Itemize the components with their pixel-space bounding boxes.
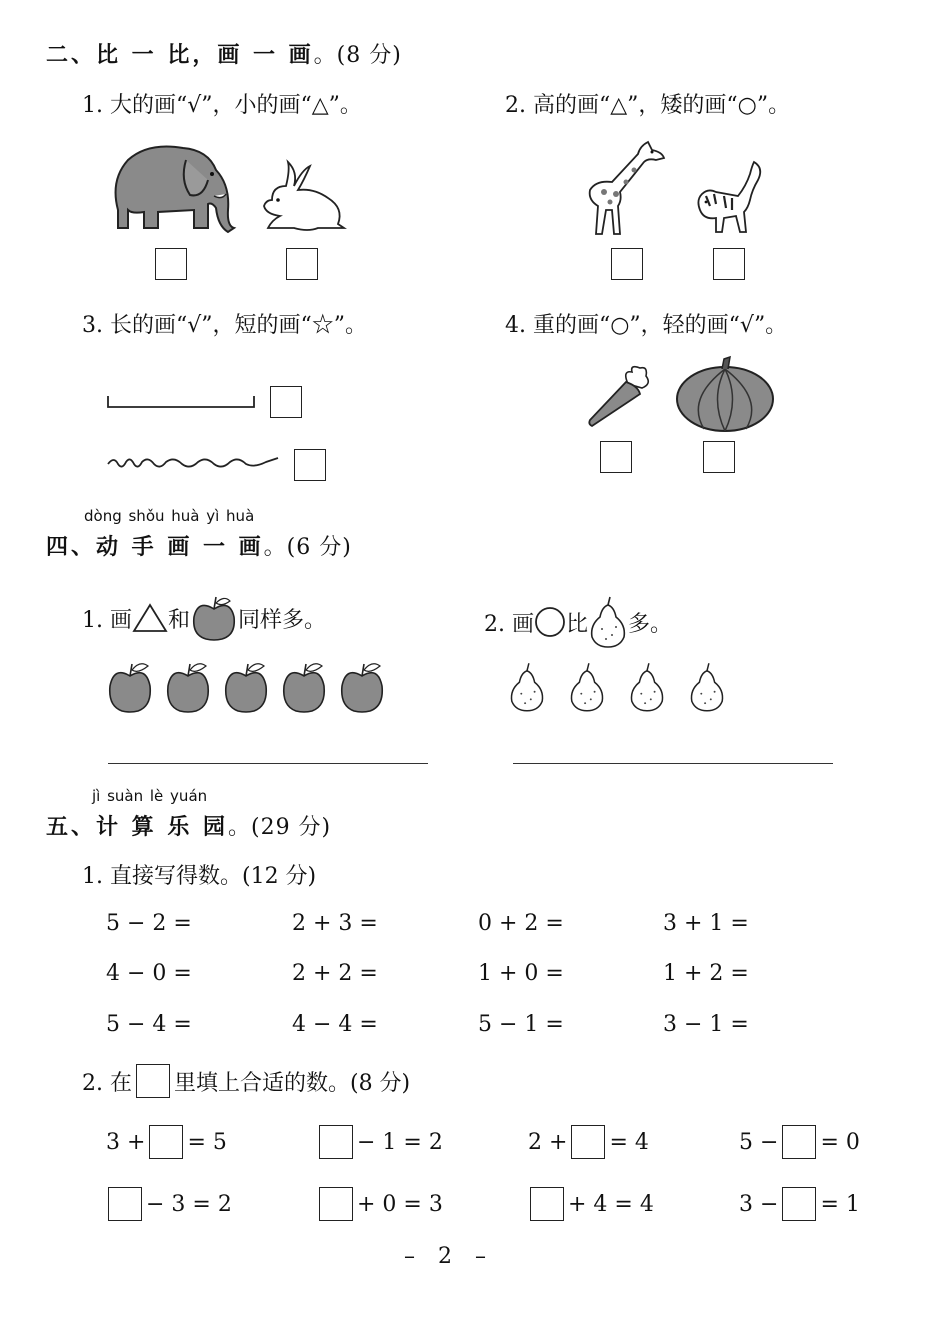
section5-title: 五、计 算 乐 园	[46, 815, 228, 840]
triangle-icon	[132, 603, 168, 633]
tiger-image	[694, 160, 766, 238]
apple-icon	[280, 660, 328, 714]
fill-equation	[108, 1187, 232, 1221]
rabbit-image	[258, 162, 346, 234]
section5-q2-text-a: 2. 在	[82, 1070, 132, 1096]
apple-row	[106, 660, 386, 714]
fill-equation	[739, 1187, 860, 1221]
answer-box-wavy-line[interactable]	[294, 449, 326, 481]
fill-box[interactable]	[782, 1187, 816, 1221]
equation-prefix: 5 −	[739, 1129, 779, 1155]
fill-box[interactable]	[319, 1187, 353, 1221]
calc-expression: 3 + 1 =	[663, 911, 749, 936]
apple-icon	[106, 660, 154, 714]
section4-q1-text-a: 1. 画	[82, 607, 132, 633]
section4-q1-text-b: 和	[167, 607, 190, 633]
calc-expression: 1 + 0 =	[478, 961, 564, 986]
pear-icon	[568, 660, 606, 714]
wavy-line-image	[106, 452, 282, 474]
elephant-image	[108, 140, 236, 235]
answer-box-pumpkin[interactable]	[703, 441, 735, 473]
section5-heading	[46, 810, 331, 841]
apple-icon	[338, 660, 386, 714]
equation-prefix: 2 +	[528, 1129, 568, 1155]
section4-heading	[46, 530, 352, 561]
pear-icon	[588, 595, 628, 649]
fill-box[interactable]	[782, 1125, 816, 1159]
pear-row	[508, 660, 726, 714]
section4-pinyin: dòng shǒu huà yì huà	[84, 507, 255, 525]
drawing-line-circles[interactable]	[513, 763, 833, 764]
fill-box[interactable]	[530, 1187, 564, 1221]
section3-heading	[46, 38, 402, 69]
calc-expression: 3 − 1 =	[663, 1012, 749, 1037]
fill-equation	[106, 1125, 227, 1159]
apple-icon	[190, 595, 238, 641]
section3-points: 。(8 分)	[313, 43, 402, 68]
answer-box-carrot[interactable]	[600, 441, 632, 473]
equation-suffix: = 5	[187, 1129, 227, 1155]
fill-equation	[530, 1187, 654, 1221]
section4-points: 。(6 分)	[263, 535, 352, 560]
equation-suffix: + 0 = 3	[357, 1191, 443, 1217]
carrot-image	[586, 366, 650, 428]
section5-q2	[82, 1064, 410, 1098]
equation-suffix: = 1	[820, 1191, 860, 1217]
fill-box[interactable]	[571, 1125, 605, 1159]
apple-icon	[222, 660, 270, 714]
answer-box-rabbit[interactable]	[286, 248, 318, 280]
apple-icon	[164, 660, 212, 714]
answer-box-straight-line[interactable]	[270, 386, 302, 418]
calc-expression: 2 + 3 =	[292, 911, 378, 936]
equation-suffix: = 0	[820, 1129, 860, 1155]
section5-q2-text-b: 里填上合适的数。(8 分)	[173, 1070, 411, 1096]
giraffe-image	[586, 140, 668, 238]
page-number: – 2 –	[404, 1244, 486, 1269]
section4-q1	[82, 595, 326, 641]
section5-pinyin: jì suàn lè yuán	[92, 787, 208, 805]
section4-q2	[484, 595, 672, 649]
fill-equation	[319, 1125, 443, 1159]
equation-suffix: − 1 = 2	[357, 1129, 443, 1155]
calc-expression: 5 − 2 =	[106, 911, 192, 936]
equation-prefix: 3 −	[739, 1191, 779, 1217]
fill-equation	[319, 1187, 443, 1221]
section4-q2-text-a: 2. 画	[484, 611, 534, 637]
calc-expression: 4 − 0 =	[106, 961, 192, 986]
section3-q3: 3. 长的画“√”，短的画“☆”。	[82, 313, 367, 338]
pumpkin-image	[674, 355, 776, 433]
calc-expression: 4 − 4 =	[292, 1012, 378, 1037]
section5-q1: 1. 直接写得数。(12 分)	[82, 864, 317, 889]
equation-suffix: − 3 = 2	[146, 1191, 232, 1217]
section5-points: 。(29 分)	[227, 815, 332, 840]
answer-box-elephant[interactable]	[155, 248, 187, 280]
calc-expression: 2 + 2 =	[292, 961, 378, 986]
fill-equation	[528, 1125, 649, 1159]
fill-box[interactable]	[108, 1187, 142, 1221]
section3-title: 二、比 一 比，画 一 画	[46, 43, 314, 68]
section3-q4: 4. 重的画“○”，轻的画“√”。	[505, 313, 788, 338]
answer-box-giraffe[interactable]	[611, 248, 643, 280]
equation-suffix: + 4 = 4	[568, 1191, 654, 1217]
pear-icon	[628, 660, 666, 714]
answer-box-tiger[interactable]	[713, 248, 745, 280]
section4-q1-text-c: 同样多。	[238, 607, 327, 633]
section3-q2: 2. 高的画“△”，矮的画“○”。	[505, 93, 791, 118]
sample-box-icon	[136, 1064, 170, 1098]
fill-box[interactable]	[319, 1125, 353, 1159]
section4-q2-text-c: 多。	[628, 611, 673, 637]
straight-line-image	[106, 396, 258, 410]
fill-box[interactable]	[149, 1125, 183, 1159]
section4-q2-text-b: 比	[565, 611, 588, 637]
fill-equation	[739, 1125, 860, 1159]
drawing-line-triangles[interactable]	[108, 763, 428, 764]
equation-suffix: = 4	[609, 1129, 649, 1155]
circle-icon	[534, 606, 566, 638]
section4-title: 四、动 手 画 一 画	[46, 535, 264, 560]
calc-expression: 5 − 4 =	[106, 1012, 192, 1037]
calc-expression: 0 + 2 =	[478, 911, 564, 936]
pear-icon	[688, 660, 726, 714]
section3-q1: 1. 大的画“√”，小的画“△”。	[82, 93, 362, 118]
calc-expression: 5 − 1 =	[478, 1012, 564, 1037]
equation-prefix: 3 +	[106, 1129, 146, 1155]
pear-icon	[508, 660, 546, 714]
calc-expression: 1 + 2 =	[663, 961, 749, 986]
